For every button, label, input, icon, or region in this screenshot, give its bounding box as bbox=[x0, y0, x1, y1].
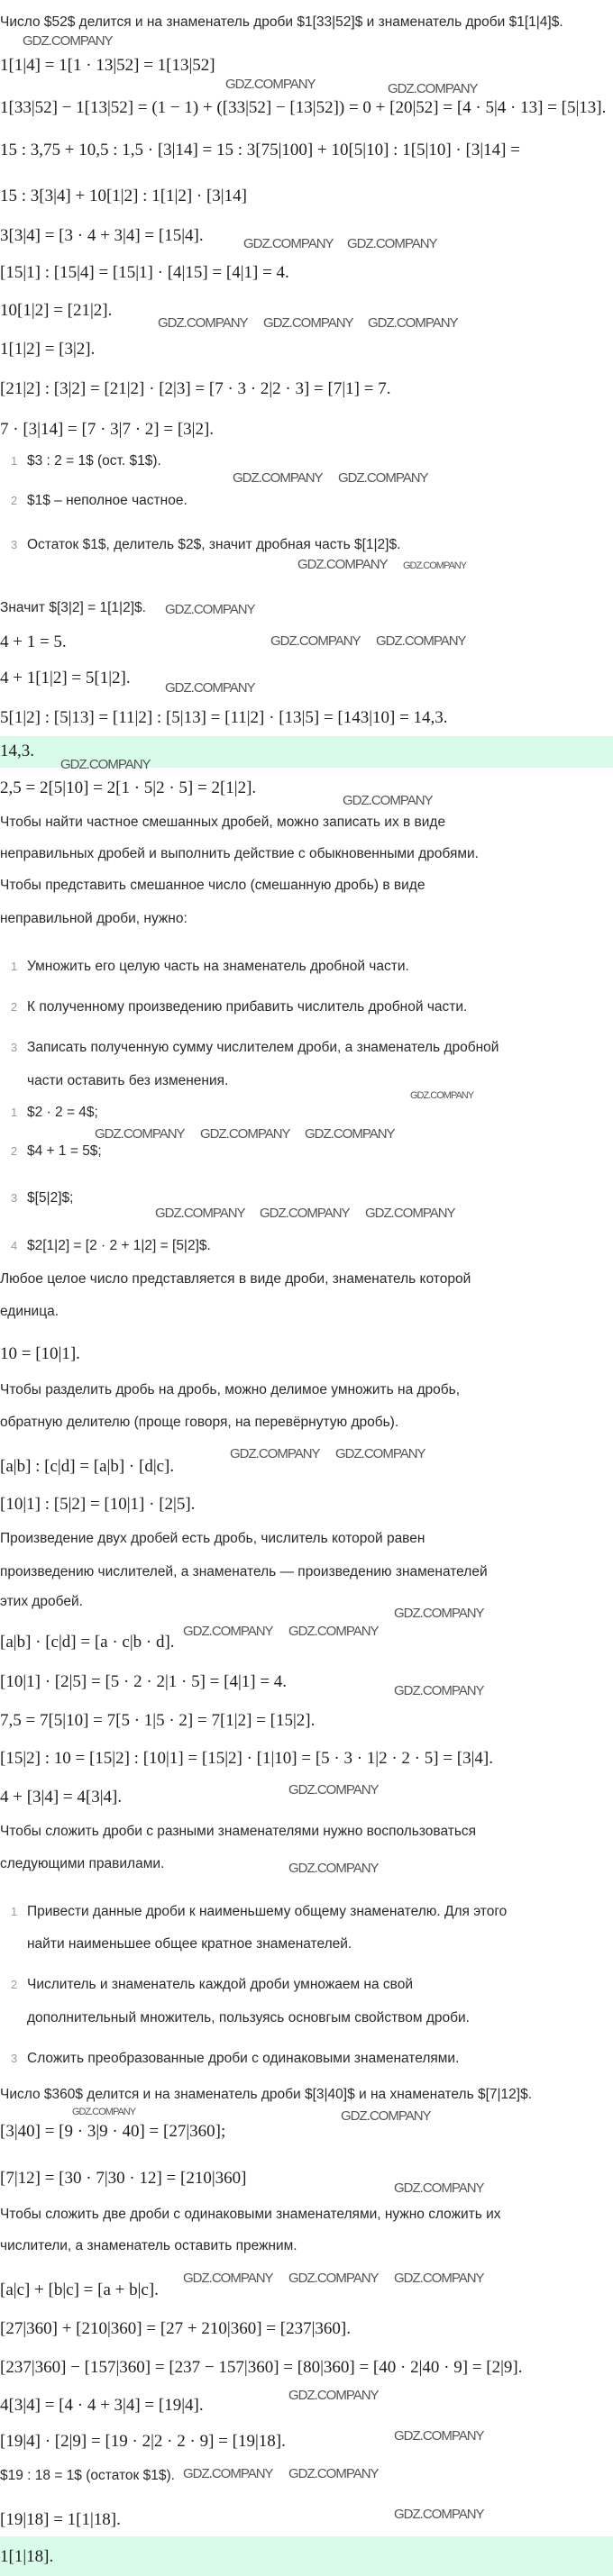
text-line: этих дробей. bbox=[0, 1594, 83, 1609]
math-line: 2,5 = 2[5|10] = 2[1 · 5|2 · 5] = 2[1|2]. bbox=[0, 778, 257, 797]
answer-highlight bbox=[0, 2536, 613, 2576]
list-item: дополнительный множитель, пользуясь основгым свойством дроби. bbox=[27, 2010, 470, 2025]
math-line: 4 + 1[1|2] = 5[1|2]. bbox=[0, 669, 131, 687]
text-line: Чтобы сложить дроби с разными знаменателями нужно воспользоваться bbox=[0, 1824, 477, 1839]
text-line: $19 : 18 = 1$ (остаток $1$). bbox=[0, 2468, 175, 2483]
watermark: GDZ.COMPANY bbox=[394, 1606, 484, 1621]
text-line: Чтобы представить смешанное число (смешанную дробь) в виде bbox=[0, 878, 425, 893]
text-line: Чтобы разделить дробь на дробь, можно делимое умножить на дробь, bbox=[0, 1382, 461, 1397]
watermark: GDZ.COMPANY bbox=[165, 602, 255, 617]
text-line: Значит $[3|2] = 1[1|2]$. bbox=[0, 600, 146, 615]
watermark: GDZ.COMPANY bbox=[243, 236, 334, 251]
watermark: GDZ.COMPANY bbox=[297, 557, 388, 572]
watermark: GDZ.COMPANY bbox=[365, 1206, 455, 1221]
text-line: Любое целое число представляется в виде дроби, знаменатель которой bbox=[0, 1271, 471, 1287]
list-item: Записать полученную сумму числителем дроби, а знаменатель дробной bbox=[27, 1040, 499, 1055]
math-line: 3[3|4] = [3 · 4 + 3|4] = [15|4]. bbox=[0, 226, 204, 245]
watermark: GDZ.COMPANY bbox=[155, 1206, 245, 1221]
text-line: следующими правилами. bbox=[0, 1856, 165, 1871]
watermark: GDZ.COMPANY bbox=[394, 2507, 484, 2522]
list-item: $1$ – неполное частное. bbox=[27, 493, 188, 508]
list-number: 2 bbox=[11, 494, 18, 507]
watermark: GDZ.COMPANY bbox=[403, 560, 467, 571]
answer-line: 14,3. bbox=[0, 742, 34, 760]
watermark: GDZ.COMPANY bbox=[260, 1206, 350, 1221]
math-line: 1[1|4] = 1[1 · 13|52] = 1[13|52] bbox=[0, 56, 215, 75]
watermark: GDZ.COMPANY bbox=[288, 1782, 379, 1798]
text-line: Чтобы найти частное смешанных дробей, можно записать их в виде bbox=[0, 815, 446, 830]
watermark: GDZ.COMPANY bbox=[288, 1624, 379, 1639]
math-line: [19|4] · [2|9] = [19 · 2|2 · 2 · 9] = [19|18]. bbox=[0, 2432, 286, 2451]
watermark: GDZ.COMPANY bbox=[72, 2107, 136, 2117]
text-line: неправильных дробей и выполнить действие с обыкновенными дробями. bbox=[0, 846, 479, 861]
watermark: GDZ.COMPANY bbox=[23, 33, 113, 49]
watermark: GDZ.COMPANY bbox=[230, 1446, 320, 1461]
watermark: GDZ.COMPANY bbox=[338, 470, 428, 486]
text-line: Произведение двух дробей есть дробь, числитель которой равен bbox=[0, 1531, 425, 1546]
list-item: Числитель и знаменатель каждой дроби умножаем на свой bbox=[27, 1977, 413, 1992]
text-line: Число $52$ делится и на знаменатель дроби $1[33|52]$ и знаменатель дроби $1[1|4]$. bbox=[0, 14, 563, 30]
watermark: GDZ.COMPANY bbox=[343, 793, 433, 808]
text-line: числители, а знаменатель оставить прежним. bbox=[0, 2238, 297, 2253]
math-line: 1[33|52] − 1[13|52] = (1 − 1) + ([33|52] − [13|52]) = 0 + [20|52] = [4 · 5|4 · 13] = [5|13]. bbox=[0, 98, 607, 117]
watermark: GDZ.COMPANY bbox=[335, 1446, 425, 1461]
math-line: [a|b] : [c|d] = [a|b] · [d|c]. bbox=[0, 1457, 175, 1476]
text-line: единица. bbox=[0, 1304, 59, 1319]
list-item: $4 + 1 = 5$; bbox=[27, 1143, 102, 1159]
watermark: GDZ.COMPANY bbox=[376, 633, 466, 649]
list-item: Привести данные дроби к наименьшему общему знаменателю. Для этого bbox=[27, 1904, 508, 1919]
watermark: GDZ.COMPANY bbox=[388, 81, 478, 96]
watermark: GDZ.COMPANY bbox=[410, 1090, 474, 1101]
watermark: GDZ.COMPANY bbox=[288, 1861, 379, 1876]
list-number: 1 bbox=[11, 1905, 18, 1918]
list-item: $2 · 2 = 4$; bbox=[27, 1105, 98, 1120]
list-item: $[5|2]$; bbox=[27, 1190, 74, 1206]
math-line: 10 = [10|1]. bbox=[0, 1344, 80, 1363]
math-line: [237|360] − [157|360] = [237 − 157|360] = [80|360] = [40 · 2|40 · 9] = [2|9]. bbox=[0, 2358, 523, 2377]
text-line: Чтобы сложить две дроби с одинаковыми знаменателями, нужно сложить их bbox=[0, 2207, 501, 2222]
math-line: 4[3|4] = [4 · 4 + 3|4] = [19|4]. bbox=[0, 2396, 204, 2415]
math-line: [21|2] : [3|2] = [21|2] · [2|3] = [7 · 3 · 2|2 · 3] = [7|1] = 7. bbox=[0, 379, 391, 398]
list-number: 1 bbox=[11, 454, 18, 468]
watermark: GDZ.COMPANY bbox=[288, 2388, 379, 2403]
math-line: [10|1] : [5|2] = [10|1] · [2|5]. bbox=[0, 1495, 196, 1514]
watermark: GDZ.COMPANY bbox=[270, 633, 361, 649]
watermark: GDZ.COMPANY bbox=[394, 2180, 484, 2196]
math-line: 7,5 = 7[5|10] = 7[5 · 1|5 · 2] = 7[1|2] = [15|2]. bbox=[0, 1711, 316, 1730]
list-item: найти наименьшее общее кратное знаменателей. bbox=[27, 1936, 352, 1952]
math-line: 5[1|2] : [5|13] = [11|2] : [5|13] = [11|2] · [13|5] = [143|10] = 14,3. bbox=[0, 708, 448, 727]
text-line: Число $360$ делится и на знаменатель дроби $[3|40]$ и на хнаменатель $[7|12]$. bbox=[0, 2087, 533, 2102]
math-line: [15|1] : [15|4] = [15|1] · [4|15] = [4|1] = 4. bbox=[0, 263, 289, 282]
math-line: [3|40] = [9 · 3|9 · 40] = [27|360]; bbox=[0, 2122, 226, 2141]
watermark: GDZ.COMPANY bbox=[165, 680, 255, 696]
watermark: GDZ.COMPANY bbox=[225, 77, 316, 92]
text-line: неправильной дроби, нужно: bbox=[0, 911, 188, 926]
watermark: GDZ.COMPANY bbox=[288, 2466, 379, 2481]
math-line: [27|360] + [210|360] = [27 + 210|360] = [237|360]. bbox=[0, 2319, 351, 2338]
watermark: GDZ.COMPANY bbox=[183, 2271, 273, 2286]
list-number: 3 bbox=[11, 538, 18, 551]
math-line: [7|12] = [30 · 7|30 · 12] = [210|360] bbox=[0, 2169, 247, 2188]
math-line: [15|2] : 10 = [15|2] : [10|1] = [15|2] · [1|10] = [5 · 3 · 1|2 · 2 · 5] = [3|4]. bbox=[0, 1749, 494, 1768]
watermark: GDZ.COMPANY bbox=[341, 2108, 431, 2124]
watermark: GDZ.COMPANY bbox=[183, 1624, 273, 1639]
text-line: обратную делителю (проще говоря, на перевёрнутую дробь). bbox=[0, 1415, 399, 1430]
list-number: 1 bbox=[11, 960, 18, 973]
math-line: 15 : 3[3|4] + 10[1|2] : 1[1|2] · [3|14] bbox=[0, 187, 247, 205]
math-line: [10|1] · [2|5] = [5 · 2 · 2|1 · 5] = [4|1] = 4. bbox=[0, 1672, 288, 1691]
list-number: 3 bbox=[11, 1191, 18, 1205]
math-line: 10[1|2] = [21|2]. bbox=[0, 301, 113, 320]
watermark: GDZ.COMPANY bbox=[305, 1126, 395, 1142]
text-line: произведению числителей, а знаменатель — произведению знаменателей bbox=[0, 1564, 488, 1579]
list-number: 1 bbox=[11, 1106, 18, 1119]
list-item: части оставить без изменения. bbox=[27, 1073, 229, 1088]
list-number: 3 bbox=[11, 1041, 18, 1054]
watermark: GDZ.COMPANY bbox=[263, 315, 353, 331]
list-number: 2 bbox=[11, 1144, 18, 1158]
watermark: GDZ.COMPANY bbox=[158, 315, 248, 331]
math-line: 1[1|2] = [3|2]. bbox=[0, 340, 96, 359]
list-item: $2[1|2] = [2 · 2 + 1|2] = [5|2]$. bbox=[27, 1238, 211, 1253]
list-item: Умножить его целую часть на знаменатель дробной части. bbox=[27, 959, 409, 974]
list-number: 2 bbox=[11, 1000, 18, 1014]
watermark: GDZ.COMPANY bbox=[368, 315, 458, 331]
list-item: К полученному произведению прибавить числитель дробной части. bbox=[27, 999, 468, 1015]
watermark: GDZ.COMPANY bbox=[233, 470, 323, 486]
math-line: [a|c] + [b|c] = [a + b|c]. bbox=[0, 2280, 159, 2299]
list-item: Сложить преобразованные дроби с одинаковыми знаменателями. bbox=[27, 2051, 460, 2066]
list-item: $3 : 2 = 1$ (ост. $1$). bbox=[27, 453, 161, 469]
math-line: 4 + 1 = 5. bbox=[0, 633, 67, 651]
math-line: 15 : 3,75 + 10,5 : 1,5 · [3|14] = 15 : 3[75|100] + 10[5|10] : 1[5|10] · [3|14] = bbox=[0, 141, 520, 159]
watermark: GDZ.COMPANY bbox=[394, 2428, 484, 2444]
watermark: GDZ.COMPANY bbox=[394, 1683, 484, 1698]
list-number: 3 bbox=[11, 2052, 18, 2065]
watermark: GDZ.COMPANY bbox=[183, 2466, 273, 2481]
list-number: 4 bbox=[11, 1239, 18, 1252]
list-item: Остаток $1$, делитель $2$, значит дробная часть $[1|2]$. bbox=[27, 537, 401, 552]
watermark: GDZ.COMPANY bbox=[288, 2271, 379, 2286]
answer-line: 1[1|18]. bbox=[0, 2547, 54, 2566]
watermark: GDZ.COMPANY bbox=[394, 2271, 484, 2286]
watermark: GDZ.COMPANY bbox=[200, 1126, 290, 1142]
math-line: 7 · [3|14] = [7 · 3|7 · 2] = [3|2]. bbox=[0, 420, 215, 439]
watermark: GDZ.COMPANY bbox=[60, 757, 151, 772]
list-number: 2 bbox=[11, 1978, 18, 1991]
math-line: [a|b] · [c|d] = [a · c|b · d]. bbox=[0, 1633, 175, 1652]
watermark: GDZ.COMPANY bbox=[95, 1126, 185, 1142]
math-line: 4 + [3|4] = 4[3|4]. bbox=[0, 1788, 123, 1807]
watermark: GDZ.COMPANY bbox=[347, 236, 437, 251]
math-line: [19|18] = 1[1|18]. bbox=[0, 2510, 121, 2529]
